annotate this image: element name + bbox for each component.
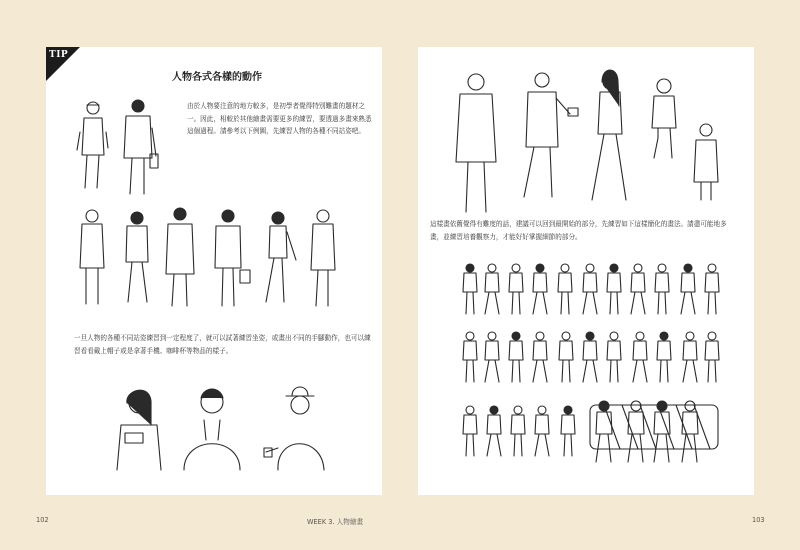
- mini-figure: [535, 406, 549, 456]
- mini-figure: [559, 332, 573, 382]
- mini-figure: [463, 332, 477, 382]
- mini-figure: [487, 406, 501, 456]
- mini-figure: [633, 332, 647, 382]
- mini-figure: [485, 264, 499, 314]
- mini-figure: [705, 264, 719, 314]
- mini-figure: [463, 264, 477, 314]
- mini-figure: [533, 264, 547, 314]
- running-footer: WEEK 3. 人物繪畫: [307, 518, 364, 526]
- poses-paragraph: 一旦人物的各種不同站姿練習到一定程度了，就可以試著練習坐姿，或畫出不同的手腳動作，也可以練習看看戴上帽子或是拿著手機、咖啡杯等物品的樣子。: [74, 334, 371, 355]
- sketch-figure-group-top-right: [456, 70, 718, 212]
- tip-badge-label: TIP: [49, 50, 69, 60]
- sketch-figure-group-bottom-left: [117, 387, 324, 470]
- mini-figure: [683, 332, 697, 382]
- mini-figure: [705, 332, 719, 382]
- mini-figure: [509, 264, 523, 314]
- sketch-figure-group-top-left: [77, 100, 158, 194]
- page-number-left: 102: [36, 516, 49, 524]
- mini-figure: [511, 406, 525, 456]
- mini-figure: [681, 264, 695, 314]
- mini-figure: [631, 264, 645, 314]
- mini-figure: [655, 264, 669, 314]
- section-title: 人物各式各樣的動作: [172, 72, 262, 83]
- intro-paragraph: 由於人物要注意的地方較多，是初學者覺得特別難畫的題材之一。因此，相較於其他繪畫需要更多的練習，要透過多畫來熟悉這個過程。請參考以下例圖，先練習人物的各種不同站姿吧。: [187, 102, 372, 135]
- sketch-figure-grid-right: [463, 264, 719, 462]
- sketch-figure-row-middle-left: [80, 208, 335, 306]
- simplify-paragraph: 這樣畫依舊覺得有難度的話，建議可以回到最開始的部分，先練習如下這樣簡化的畫法。請盡可能地多畫，並練習培養觀察力，才能好好掌握細節的部分。: [430, 220, 727, 241]
- mini-figure: [607, 264, 621, 314]
- mini-figure: [607, 332, 621, 382]
- mini-figure: [583, 332, 597, 382]
- mini-figure: [509, 332, 523, 382]
- mini-figure: [558, 264, 572, 314]
- page-number-right: 103: [752, 516, 765, 524]
- mini-figure: [596, 401, 612, 462]
- mini-figure: [485, 332, 499, 382]
- mini-figure: [463, 406, 477, 456]
- mini-figure: [583, 264, 597, 314]
- mini-figure: [561, 406, 575, 456]
- mini-figure: [657, 332, 671, 382]
- mini-figure: [533, 332, 547, 382]
